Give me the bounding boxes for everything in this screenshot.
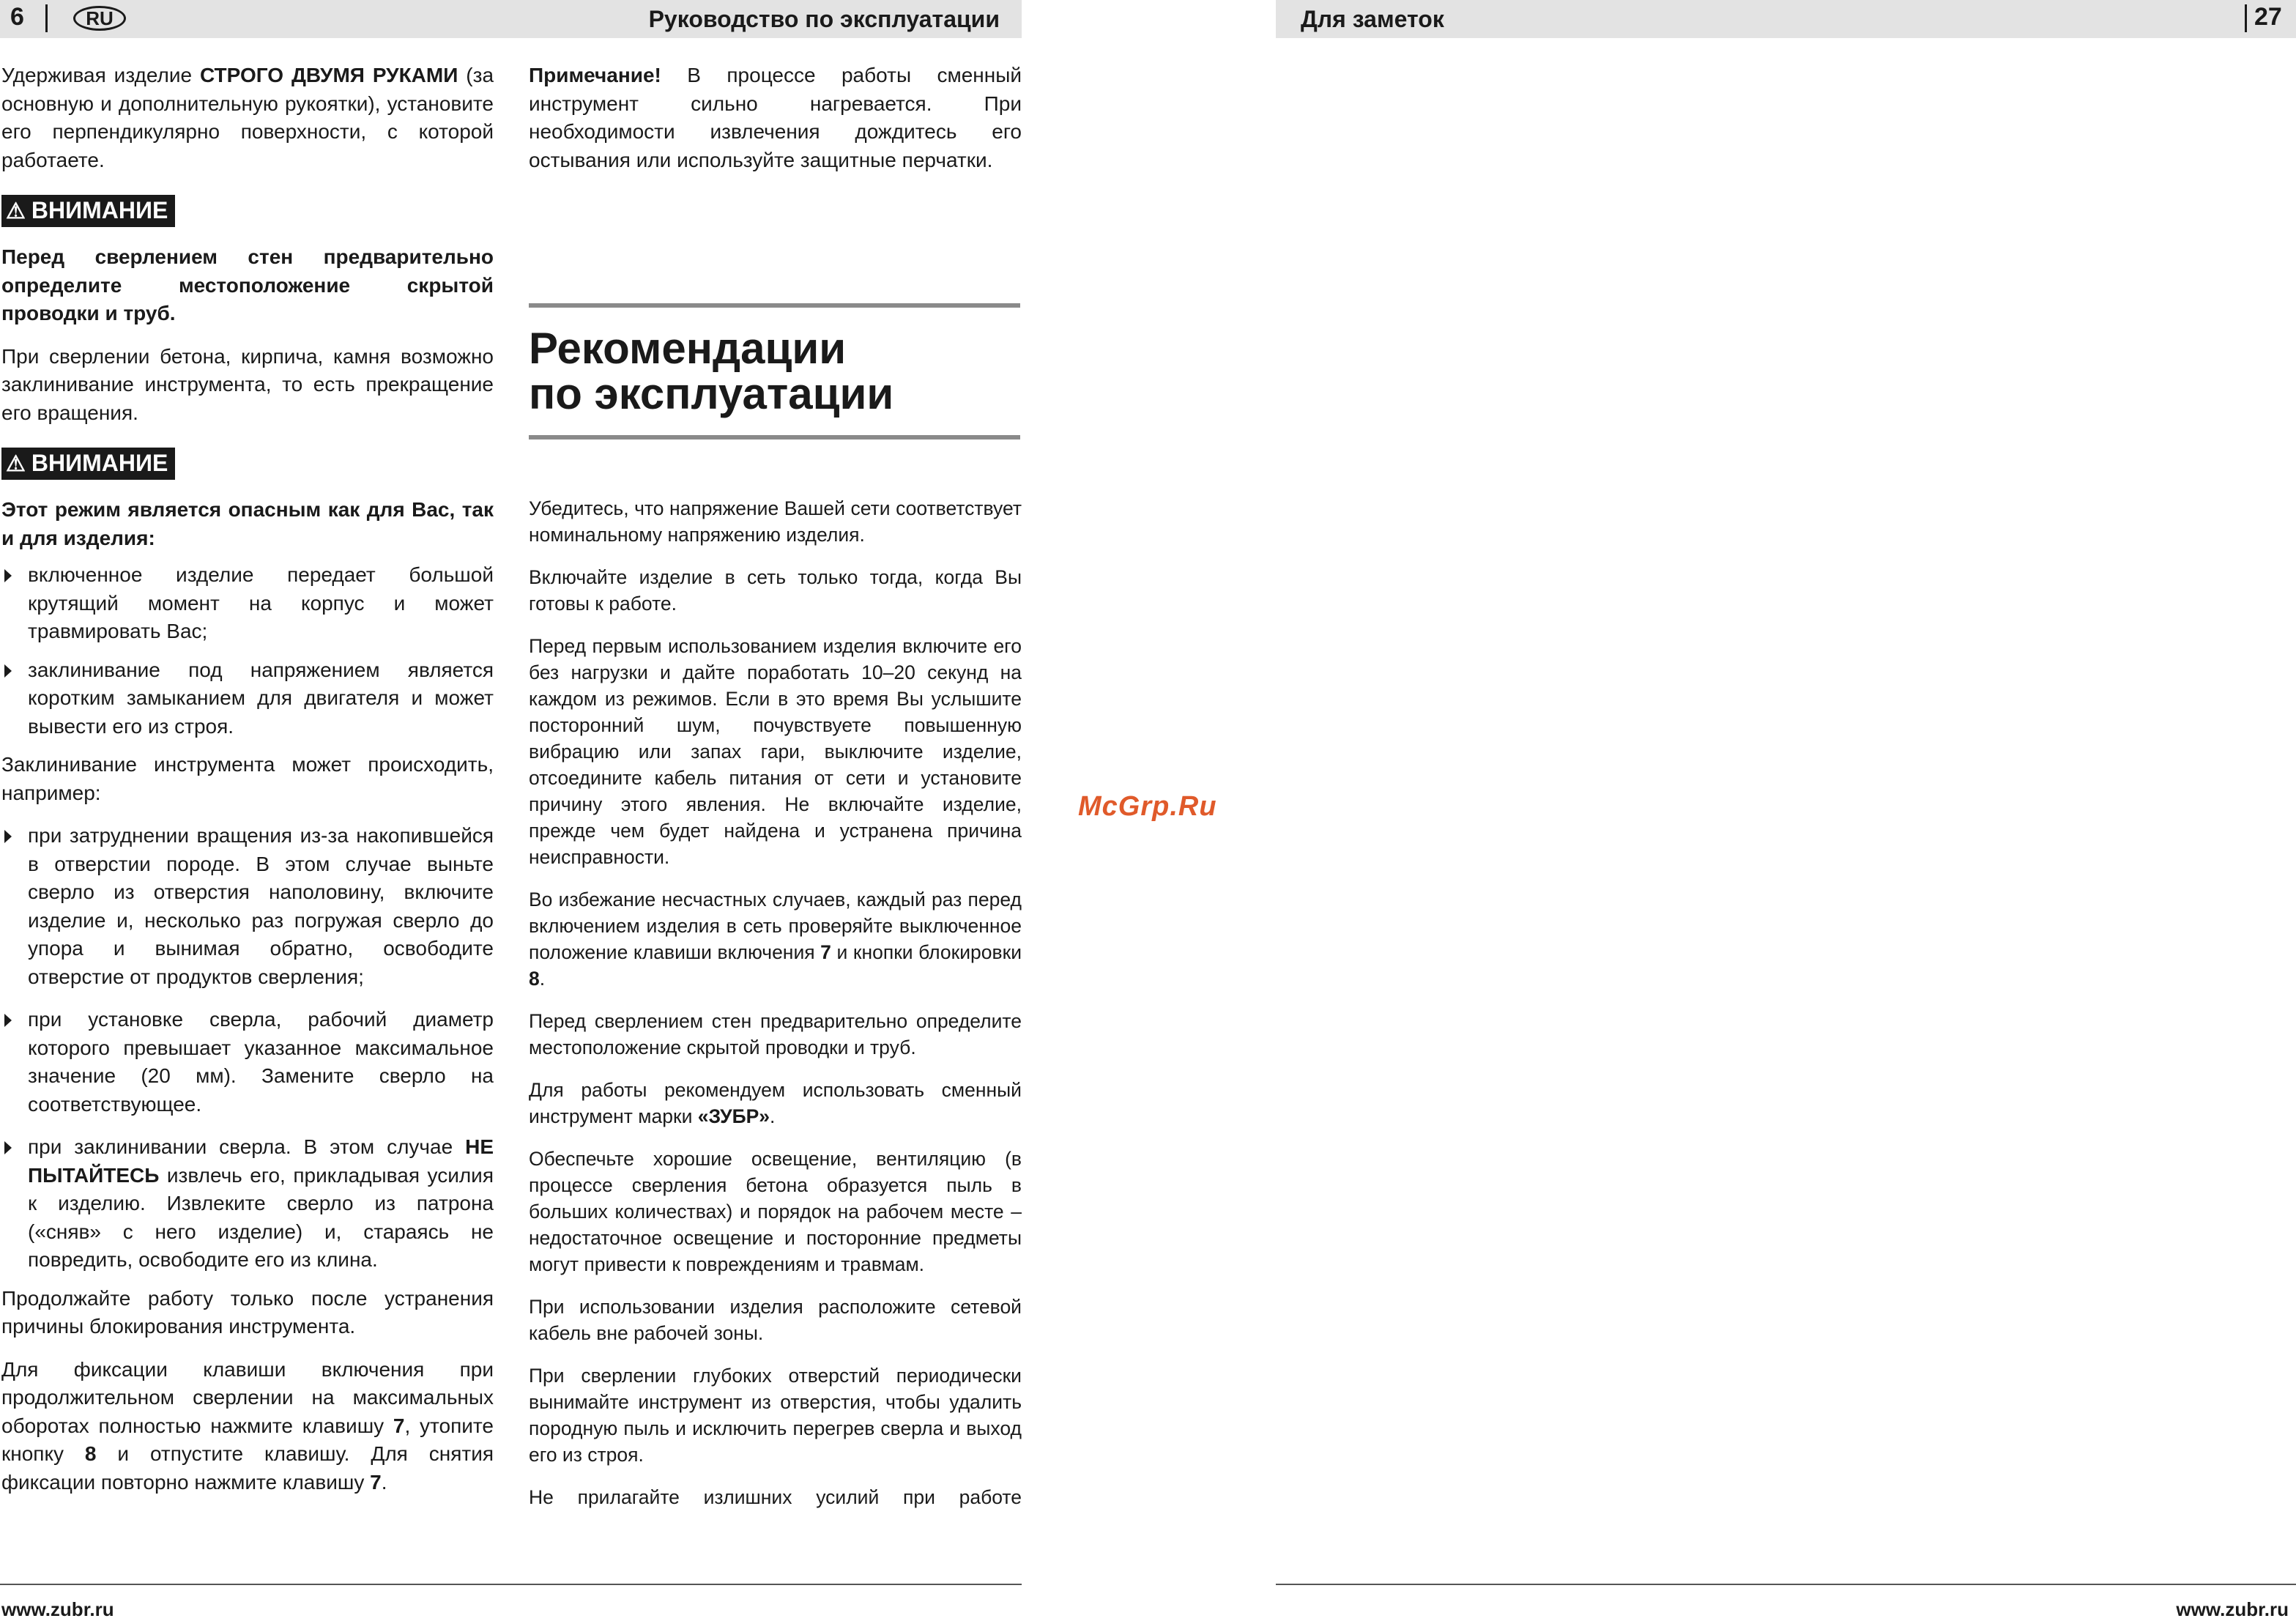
header-divider: [45, 4, 48, 32]
bullet-arrow-icon: [4, 569, 12, 582]
watermark: McGrp.Ru: [1078, 791, 1217, 822]
page-number-left: 6: [10, 3, 24, 31]
warning-text: Перед сверлением стен предварительно определите местоположение скрытой проводки и труб.: [1, 245, 494, 324]
paragraph: Удерживая изделие СТРОГО ДВУМЯ РУКАМИ (за основную и дополнительную рукоятки), установите его перпендикулярно поверхности, с которой работаете.: [1, 64, 494, 171]
paragraph: При сверлении бетона, кирпича, камня возможно заклинивание инструмента, то есть прекращение его вращения.: [1, 344, 494, 424]
paragraph: Перед сверлением стен предварительно определите местоположение скрытой проводки и труб.: [529, 1010, 1022, 1058]
bullet-list: [1, 822, 494, 1275]
note-block: [529, 62, 1022, 189]
bullet-arrow-icon: [4, 1014, 12, 1027]
list-item: при затруднении вращения из-за накопившейся в отверстии породе. В этом случае выньте сверло из отверстия наполовину, включите изделие и, несколько раз погружая сверло до упора и вынимая обратно, освободите отверстие от продуктов сверления;: [1, 822, 494, 991]
paragraph: Обеспечьте хорошие освещение, вентиляцию (в процессе сверления бетона образуется пыль в больших количествах) и порядок на рабочем месте – недостаточное освещение и посторонние предметы могут привести к повреждениям и травмам.: [529, 1148, 1022, 1275]
note-paragraph: Примечание! В процессе работы сменный инструмент сильно нагревается. При необходимости извлечения дождитесь его остывания или используйте защитные перчатки.: [529, 64, 1022, 171]
page-number-right: 27: [2254, 3, 2282, 31]
warning-text: Этот режим является опасным как для Вас, так и для изделия:: [1, 498, 494, 549]
notes-title: Для заметок: [1301, 6, 1444, 32]
recommendations: [529, 495, 1022, 1527]
paragraph: Продолжайте работу только после устранения причины блокирования инструмента.: [1, 1286, 494, 1338]
paragraph: При использовании изделия расположите сетевой кабель вне рабочей зоны.: [529, 1296, 1022, 1344]
paragraph: Не прилагайте излишних усилий при работе: [529, 1486, 1022, 1508]
bullet-arrow-icon: [4, 1141, 12, 1154]
header-divider: [2245, 4, 2247, 32]
list-item: при заклинивании сверла. В этом случае НЕ ПЫТАЙТЕСЬ извлечь его, прикладывая усилия к изделию. Извлеките сверло из патрона («сняв» с него изделие) и, стараясь не повредить, освободите его из клина.: [1, 1133, 494, 1275]
left-page-header: [0, 0, 1022, 38]
paragraph: Для фиксации клавиши включения при продолжительном сверлении на максимальных оборотах полностью нажмите клавишу 7, утопите кнопку 8 и отпустите клавишу. Для снятия фиксации повторно нажмите клавишу 7.: [1, 1357, 494, 1494]
language-badge: RU: [73, 6, 126, 31]
left-column: [1, 62, 494, 1511]
footer-rule-right: [1276, 1584, 2296, 1585]
paragraph: Перед первым использованием изделия включите его без нагрузки и дайте поработать 10–20 секунд на каждом из режимов. Если в это время Вы услышите посторонний шум, почувствуете повышенную вибрацию или запах гари, выключите изделие, отсоедините кабель питания от сети и установите причину этого явления. Не включайте изделие, прежде чем будет найдена и устранена причина неисправности.: [529, 635, 1022, 868]
paragraph: Для работы рекомендуем использовать сменный инструмент марки «ЗУБР».: [529, 1079, 1022, 1127]
section-rule-top: [529, 303, 1020, 308]
footer-link-right[interactable]: www.zubr.ru: [2176, 1598, 2289, 1620]
warning-icon: ⚠: [6, 452, 26, 476]
section-rule-bottom: [529, 435, 1020, 439]
bullet-list: [1, 561, 494, 741]
paragraph: Заклинивание инструмента может происходить, например:: [1, 753, 494, 804]
section-title: Рекомендации по эксплуатации: [529, 324, 894, 418]
right-page-header: [1276, 0, 2296, 38]
list-item: включенное изделие передает большой крутящий момент на корпус и может травмировать Вас;: [1, 561, 494, 646]
footer-rule-left: [0, 1584, 1022, 1585]
list-item: заклинивание под напряжением является коротким замыканием для двигателя и может вывести его из строя.: [1, 656, 494, 741]
paragraph: Убедитесь, что напряжение Вашей сети соответствует номинальному напряжению изделия.: [529, 497, 1022, 546]
bullet-arrow-icon: [4, 830, 12, 843]
paragraph: Включайте изделие в сеть только тогда, когда Вы готовы к работе.: [529, 566, 1022, 615]
list-item: при установке сверла, рабочий диаметр которого превышает указанное максимальное значение (20 мм). Замените сверло на соответствующее.: [1, 1006, 494, 1119]
paragraph: Во избежание несчастных случаев, каждый раз перед включением изделия в сеть проверяйте выключенное положение клавиши включения 7 и кнопки блокировки 8.: [529, 889, 1022, 990]
warning-icon: ⚠: [6, 199, 26, 223]
warning-label: ⚠ ВНИМАНИЕ: [1, 448, 175, 480]
warning-label: ⚠ ВНИМАНИЕ: [1, 195, 175, 227]
footer-link-left[interactable]: www.zubr.ru: [1, 1598, 114, 1620]
manual-title: Руководство по эксплуатации: [648, 6, 1000, 32]
paragraph: При сверлении глубоких отверстий периодически вынимайте инструмент из отверстия, чтобы удалить породную пыль и исключить перегрев сверла и выход его из строя.: [529, 1365, 1022, 1466]
bullet-arrow-icon: [4, 664, 12, 678]
